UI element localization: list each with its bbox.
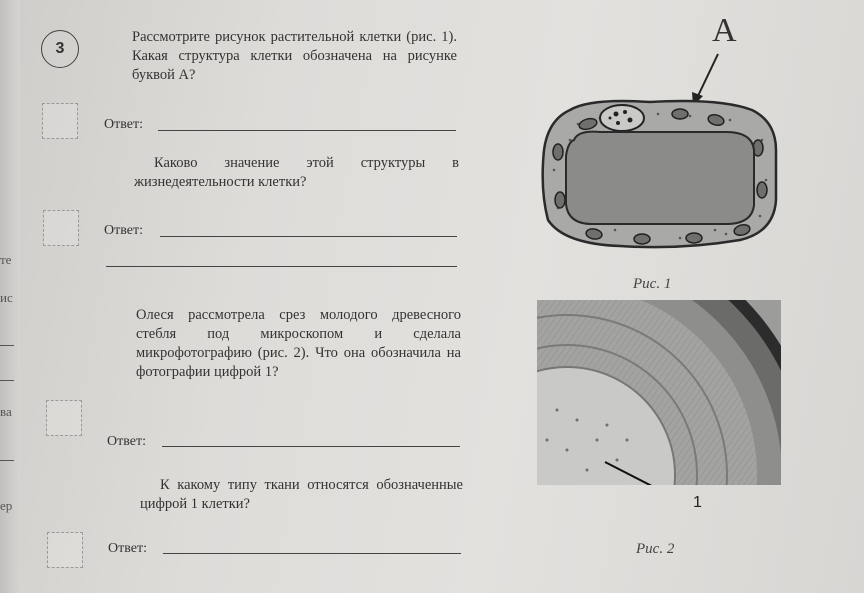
stem-micrograph-figure	[537, 300, 781, 485]
answer-box-4[interactable]	[47, 532, 83, 568]
marker-a: А	[712, 12, 737, 49]
edge-divider	[0, 380, 14, 381]
answer-box-1[interactable]	[42, 103, 78, 139]
edge-fragment: ва	[0, 404, 12, 419]
answer-line-3[interactable]	[162, 446, 460, 447]
plant-cell-figure	[530, 40, 790, 260]
edge-divider	[0, 345, 14, 346]
edge-fragment: ис	[0, 290, 13, 305]
marker-1: 1	[693, 494, 702, 511]
figure-2-caption: Рис. 2	[636, 541, 675, 557]
answer-label-4: Ответ:	[108, 541, 147, 556]
answer-box-2[interactable]	[43, 210, 79, 246]
figure-1-caption: Рис. 1	[633, 276, 672, 292]
answer-line-4[interactable]	[163, 553, 461, 554]
answer-box-3[interactable]	[46, 400, 82, 436]
question-text-2: Каково значение этой структуры в жизнедеятельности клетки?	[134, 155, 459, 190]
edge-divider	[0, 460, 14, 461]
answer-label-3: Ответ:	[107, 434, 146, 449]
answer-line-2[interactable]	[160, 236, 457, 237]
answer-label-1: Ответ:	[104, 117, 143, 132]
answer-line-1[interactable]	[158, 130, 456, 131]
question-text-4: К какому типу ткани относятся обозначенные цифрой 1 клетки?	[140, 477, 463, 512]
question-number: 3	[41, 30, 79, 68]
edge-fragment: те	[0, 252, 12, 267]
edge-fragment: ер	[0, 498, 13, 513]
answer-line-2b[interactable]	[106, 266, 457, 267]
question-text-1: Рассмотрите рисунок растительной клетки (рис. 1). Какая структура клетки обозначена на рисунке буквой А?	[132, 29, 457, 83]
question-text-3: Олеся рассмотрела срез молодого древесного стебля под микроскопом и сделала микрофотографию (рис. 2). Что она обозначила на фотографии цифрой 1?	[136, 307, 461, 380]
answer-label-2: Ответ:	[104, 223, 143, 238]
